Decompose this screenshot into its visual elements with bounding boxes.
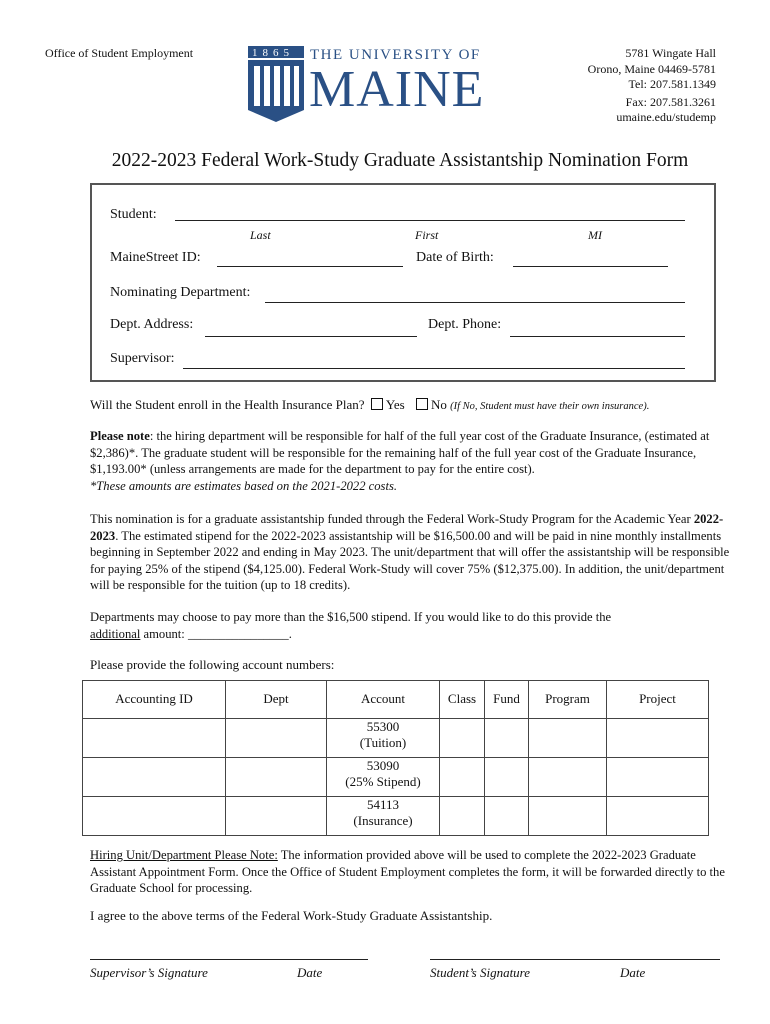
dob-label: Date of Birth: <box>416 250 494 265</box>
address-line: Tel: 207.581.1349 <box>628 77 716 91</box>
nomination-paragraph <box>90 511 730 594</box>
address-line: Orono, Maine 04469-5781 <box>587 61 716 76</box>
first-label: First <box>415 228 439 242</box>
accounting-id-cell[interactable] <box>83 719 226 758</box>
yes-checkbox[interactable] <box>371 398 383 410</box>
project-cell[interactable] <box>607 758 709 797</box>
student-signature-line[interactable] <box>430 959 720 960</box>
dept-address-label: Dept. Address: <box>110 317 194 332</box>
office-name: Office of Student Employment <box>45 46 194 60</box>
mainestreet-id-field[interactable] <box>217 266 403 267</box>
hiring-note-text: The information provided above will be used to complete the 2022-2023 Graduate Assistant Appointment Form. Once the Office of Student Employment completes the form, it will be forwarded directly to the Graduate School for processing. <box>90 848 725 895</box>
address-line: Fax: 207.581.3261 <box>625 94 716 109</box>
please-note-label: Please note <box>90 429 150 443</box>
student-info-box <box>90 183 716 382</box>
class-cell[interactable] <box>440 719 485 758</box>
table-row <box>83 719 709 758</box>
col-fund: Fund <box>485 681 529 719</box>
accounting-id-cell[interactable] <box>83 797 226 836</box>
no-label: No <box>431 397 447 412</box>
nomination-text-before: This nomination is for a graduate assistantship funded through the Federal Work-Study Program for the Academic Year <box>90 512 694 526</box>
no-checkbox[interactable] <box>416 398 428 410</box>
student-name-field[interactable] <box>175 220 685 221</box>
university-logo <box>246 44 491 124</box>
additional-amount-text: amount: ________________. <box>140 626 292 641</box>
departments-paragraph <box>90 609 730 642</box>
logo-state: MAINE <box>309 61 485 118</box>
nominating-label: Nominating Department: <box>110 285 251 300</box>
project-cell[interactable] <box>607 797 709 836</box>
insurance-row <box>90 397 649 413</box>
form-title: 2022-2023 Federal Work-Study Graduate Assistantship Nomination Form <box>111 150 689 171</box>
insurance-note: (If No, Student must have their own insurance). <box>450 401 650 412</box>
account-cell: 55300 (Tuition) <box>327 719 440 758</box>
program-cell[interactable] <box>529 758 607 797</box>
account-table <box>82 680 709 836</box>
please-note-paragraph <box>90 428 730 494</box>
table-row <box>83 758 709 797</box>
class-cell[interactable] <box>440 797 485 836</box>
col-accounting-id: Accounting ID <box>83 681 226 719</box>
student-label: Student: <box>110 207 157 222</box>
hiring-note-paragraph <box>90 847 730 897</box>
class-cell[interactable] <box>440 758 485 797</box>
agree-statement: I agree to the above terms of the Federal Work-Study Graduate Assistantship. <box>90 908 493 923</box>
table-row <box>83 797 709 836</box>
yes-label: Yes <box>385 397 405 412</box>
dept-phone-field[interactable] <box>510 336 685 337</box>
col-program: Program <box>529 681 607 719</box>
dept-phone-label: Dept. Phone: <box>428 317 502 332</box>
logo-year: 1865 <box>252 47 294 59</box>
academic-year: 2022-2023 <box>90 512 724 543</box>
table-header-row <box>83 681 709 719</box>
accounting-id-cell[interactable] <box>83 758 226 797</box>
insurance-question: Will the Student enroll in the Health Insurance Plan? <box>90 397 365 412</box>
fund-cell[interactable] <box>485 797 529 836</box>
col-dept: Dept <box>226 681 327 719</box>
col-account: Account <box>327 681 440 719</box>
please-note-text: : the hiring department will be responsible for half of the full year cost of the Graduate Insurance, (estimated at $2,386)*. The graduate student will be responsible for the remaining half of the full year cost of the Graduate Insurance, $1,193.00* (unless arrangements are made for the department to pay for the entire cost). <box>90 429 710 476</box>
address-block <box>588 46 716 126</box>
supervisor-signature-label: Supervisor’s Signature <box>90 965 208 980</box>
dept-cell[interactable] <box>226 797 327 836</box>
account-prompt: Please provide the following account numbers: <box>90 657 335 672</box>
cost-footnote: *These amounts are estimates based on the 2021-2022 costs. <box>90 478 398 493</box>
dept-cell[interactable] <box>226 758 327 797</box>
project-cell[interactable] <box>607 719 709 758</box>
program-cell[interactable] <box>529 719 607 758</box>
fund-cell[interactable] <box>485 719 529 758</box>
account-cell: 53090 (25% Stipend) <box>327 758 440 797</box>
supervisor-signature-line[interactable] <box>90 959 368 960</box>
last-label: Last <box>250 228 271 242</box>
address-line: 5781 Wingate Hall <box>625 46 716 60</box>
col-project: Project <box>607 681 709 719</box>
fund-cell[interactable] <box>485 758 529 797</box>
additional-underlined: additional <box>90 626 141 641</box>
student-signature-label: Student’s Signature <box>430 965 531 980</box>
logo-university: THE UNIVERSITY OF <box>310 47 481 63</box>
nominating-dept-field[interactable] <box>265 302 685 303</box>
nomination-text-after: . The estimated stipend for the 2022-2023 assistantship will be $16,500.00 and will be paid in nine monthly installments beginning in September 2022 and ending in May 2023. The unit/department that will offer the assistantship will be responsible for paying 25% of the stipend ($4,125.00). Federal Work-Study will cover 75% ($12,375.00). In addition, the unit/department will be responsible for the tuition (up to 18 credits). <box>90 528 730 592</box>
supervisor-label: Supervisor: <box>110 351 175 366</box>
hiring-note-label: Hiring Unit/Department Please Note: <box>90 848 278 862</box>
dob-field[interactable] <box>513 266 668 267</box>
dept-address-field[interactable] <box>205 336 417 337</box>
mainestreet-label: MaineStreet ID: <box>110 250 201 265</box>
program-cell[interactable] <box>529 797 607 836</box>
mi-label: MI <box>588 228 602 242</box>
supervisor-field[interactable] <box>183 368 685 369</box>
dept-cell[interactable] <box>226 719 327 758</box>
account-cell: 54113 (Insurance) <box>327 797 440 836</box>
col-class: Class <box>440 681 485 719</box>
student-date-label: Date <box>620 965 646 980</box>
supervisor-date-label: Date <box>297 965 323 980</box>
departments-text: Departments may choose to pay more than the $16,500 stipend. If you would like to do this provide the <box>90 610 612 624</box>
address-line: umaine.edu/studemp <box>616 110 716 124</box>
